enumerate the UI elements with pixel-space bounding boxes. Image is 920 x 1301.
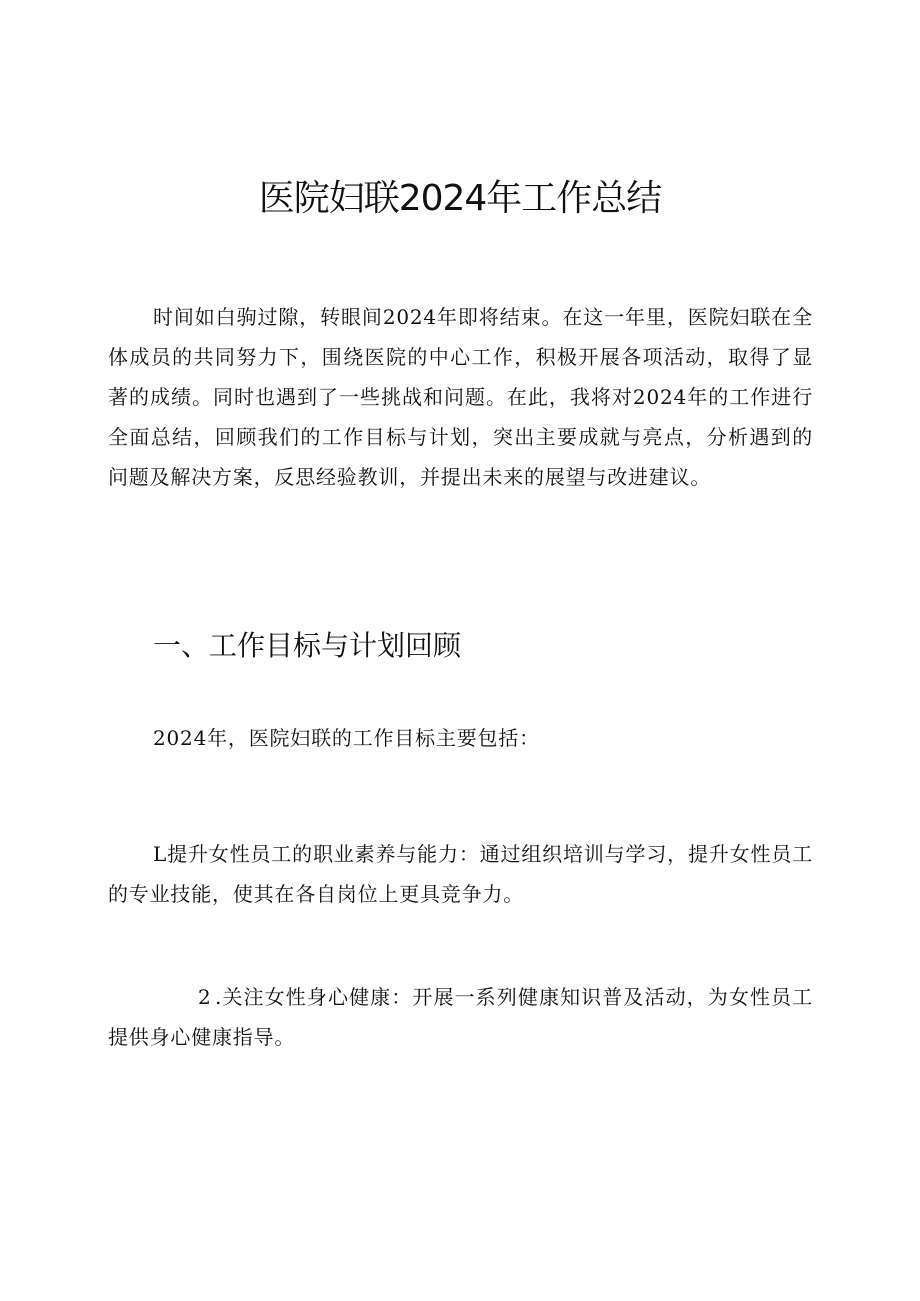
page-title: 医院妇联2024年工作总结 xyxy=(258,178,662,219)
section-heading: 一、工作目标与计划回顾 xyxy=(153,629,462,662)
goal-item-1: L提升女性员工的职业素养与能力：通过组织培训与学习，提升女性员工的专业技能，使其在各自岗位上更具竞争力。 xyxy=(108,842,813,906)
goal-item-2-text: .关注女性身心健康：开展一系列健康知识普及活动，为女性员工提供身心健康指导。 xyxy=(108,985,813,1049)
goals-intro: 2024年，医院妇联的工作目标主要包括： xyxy=(153,726,540,750)
goal-item-2 xyxy=(108,977,813,1057)
intro-paragraph: 时间如白驹过隙，转眼间2024年即将结束。在这一年里，医院妇联在全体成员的共同努力下，围绕医院的中心工作，积极开展各项活动，取得了显著的成绩。同时也遇到了一些挑战和问题。在此，我将对2024年的工作进行全面总结，回顾我们的工作目标与计划，突出主要成就与亮点，分析遇到的问题及解决方案，反思经验教训，并提出未来的展望与改进建议。 xyxy=(108,305,813,489)
goal-item-2-number: 2 xyxy=(198,985,212,1009)
